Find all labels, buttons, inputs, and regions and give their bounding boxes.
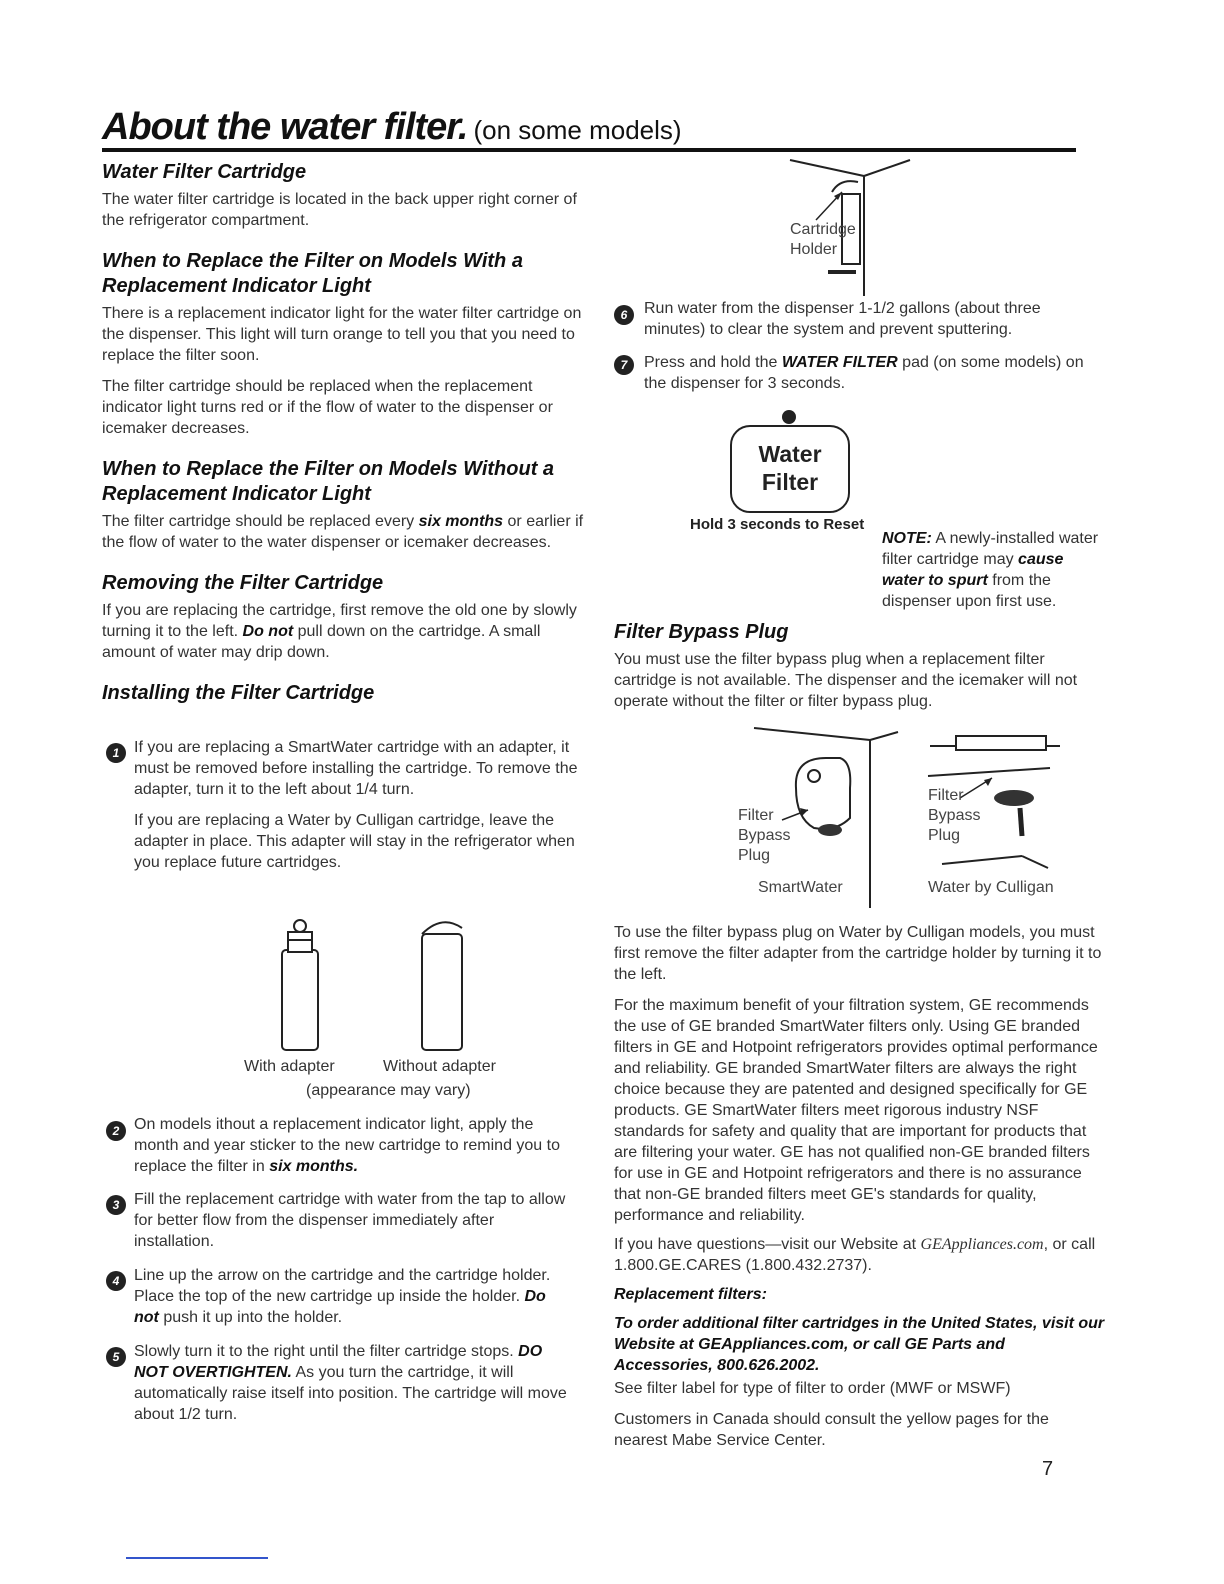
step-5-badge: 5 (106, 1347, 126, 1367)
cartridge-with-adapter (282, 950, 318, 1050)
pad-label-filter: Filter (761, 469, 819, 495)
cartridge-without-adapter (422, 934, 462, 1050)
text-replace-when: The filter cartridge should be replaced when the replacement indicator light turns red or if the flow of water to the dispenser or icemaker decreases. (102, 378, 553, 437)
step-7-badge: 7 (614, 355, 634, 375)
step-2-text: On models ithout a replacement indicator light, apply the month and year sticker to the new cartridge to remind you to replace the filter in six months. (134, 1116, 560, 1175)
culligan-bypass-plug-icon (994, 790, 1034, 806)
text-ge-benefit: For the maximum benefit of your filtration system, GE recommends the use of GE branded SmartWater filters only. Using GE branded filters in GE and Hotpoint refrigerators provides optimal performance and reliability. GE branded SmartWater filters are always the right choice because they are patented and designed specifically for GE products. GE SmartWater filters meet rigorous industry NSF standards for safety and quality that are important for products that are filtering your water. GE has not qualified non-GE branded filters for use in GE and Hotpoint refrigerators and there is no assurance that non-GE branded filters meet GE's standards for quality, performance and reliability. (614, 997, 1098, 1224)
cartridge-figure (240, 910, 540, 1060)
heading-installing: Installing the Filter Cartridge (102, 682, 375, 704)
caption-culligan: Water by Culligan (928, 879, 1054, 896)
text-canada: Customers in Canada should consult the yellow pages for the nearest Mabe Service Center. (614, 1411, 1049, 1449)
cartridge-top-icon (422, 922, 462, 934)
caption-smartwater: SmartWater (758, 879, 843, 896)
water-filter-pad (730, 425, 850, 513)
heading-replacement-filters: Replacement filters: (614, 1286, 767, 1303)
title-rule (102, 148, 1076, 152)
step-4-text: Line up the arrow on the cartridge and the cartridge holder. Place the top of the new cartridge up inside the holder. Do not push it up into the holder. (134, 1267, 551, 1326)
label-with-adapter: With adapter (244, 1058, 335, 1075)
note-text: NOTE: A newly-installed water filter cartridge may cause water to spurt from the dispenser upon first use. (882, 530, 1099, 610)
text-questions: If you have questions—visit our Website at GEAppliances.com, or call 1.800.GE.CARES (1.800.432.2737). (614, 1236, 1096, 1274)
bypass-plug-icon (818, 824, 842, 836)
heading-water-filter-cartridge: Water Filter Cartridge (102, 161, 307, 183)
heading-replace-without-light: When to Replace the Filter on Models Without a Replacement Indicator Light (102, 458, 555, 505)
step-6-text: Run water from the dispenser 1-1/2 gallons (about three minutes) to clear the system and prevent sputtering. (644, 300, 1041, 338)
step-6-badge: 6 (614, 305, 634, 325)
pad-label-water: Water (758, 441, 822, 467)
pad-caption: Hold 3 seconds to Reset (690, 516, 865, 533)
page-number: 7 (1042, 1458, 1054, 1480)
footer-line (126, 1557, 268, 1559)
step-1-text: If you are replacing a SmartWater cartridge with an adapter, it must be removed before installing the cartridge. To remove the adapter, turn it to the left about 1/4 turn. (134, 739, 578, 798)
step-3-text: Fill the replacement cartridge with water from the tap to allow for better flow from the dispenser immediately after installation. (134, 1191, 566, 1250)
website-link[interactable]: GEAppliances.com (920, 1236, 1044, 1253)
label-cartridge-holder: Cartridge Holder (790, 221, 856, 258)
step-1-badge: 1 (106, 743, 126, 763)
step-3-badge: 3 (106, 1195, 126, 1215)
text-location: The water filter cartridge is located in the back upper right corner of the refrigerator compartment. (102, 191, 577, 229)
title-sub: (on some models) (473, 115, 682, 145)
heading-removing: Removing the Filter Cartridge (102, 572, 384, 594)
heading-replace-with-light: When to Replace the Filter on Models With a Replacement Indicator Light (102, 250, 523, 297)
heading-bypass-plug: Filter Bypass Plug (614, 621, 789, 643)
left-column (102, 160, 592, 706)
text-indicator-light: There is a replacement indicator light for the water filter cartridge on the dispenser. This light will turn orange to tell you that you need to replace the filter soon. (102, 305, 582, 364)
label-appearance: (appearance may vary) (306, 1082, 471, 1099)
step-5-text: Slowly turn it to the right until the filter cartridge stops. DO NOT OVERTIGHTEN. As you turn the cartridge, it will automatically raise itself into position. The cartridge will move about 1/2 turn. (134, 1343, 567, 1423)
title-main: About the water filter. (102, 106, 468, 148)
label-without-adapter: Without adapter (383, 1058, 496, 1075)
step-1 (134, 737, 586, 873)
step-4-badge: 4 (106, 1271, 126, 1291)
text-culligan-adapter: To use the filter bypass plug on Water by Culligan models, you must first remove the filter adapter from the cartridge holder by turning it to the left. (614, 924, 1102, 983)
label-smartwater-bypass-plug: Filter Bypass Plug (738, 807, 791, 864)
label-culligan-bypass-plug: Filter Bypass Plug (928, 787, 981, 844)
step-7-text: Press and hold the WATER FILTER pad (on some models) on the dispenser for 3 seconds. (644, 354, 1084, 392)
page-title (102, 106, 682, 149)
bypass-text: You must use the filter bypass plug when a replacement filter cartridge is not available. The dispenser and the icemaker will not operate without the filter or filter bypass plug. (614, 651, 1078, 710)
text-filter-label: See filter label for type of filter to order (MWF or MSWF) (614, 1380, 1011, 1397)
step-2-badge: 2 (106, 1121, 126, 1141)
step-1-culligan-text: If you are replacing a Water by Culligan cartridge, leave the adapter in place. This adapter will stay in the refrigerator when you replace future cartridges. (134, 812, 575, 871)
text-replace-six-months: The filter cartridge should be replaced every six months or earlier if the flow of water to the water dispenser or icemaker decreases. (102, 513, 584, 551)
smartwater-housing-icon (796, 758, 850, 829)
text-order-filters: To order additional filter cartridges in the United States, visit our Website at GEAppliances.com, or call GE Parts and Accessories, 800.626.2002. (614, 1315, 1105, 1374)
adapter-icon (288, 932, 312, 952)
adapter-knob-icon (294, 920, 306, 932)
indicator-light-icon (782, 410, 796, 424)
right-lower-text (614, 922, 1106, 1451)
bypass-section (614, 620, 1104, 712)
text-removing: If you are replacing the cartridge, first remove the old one by slowly turning it to the left. Do not pull down on the cartridge. A small amount of water may drip down. (102, 602, 577, 661)
